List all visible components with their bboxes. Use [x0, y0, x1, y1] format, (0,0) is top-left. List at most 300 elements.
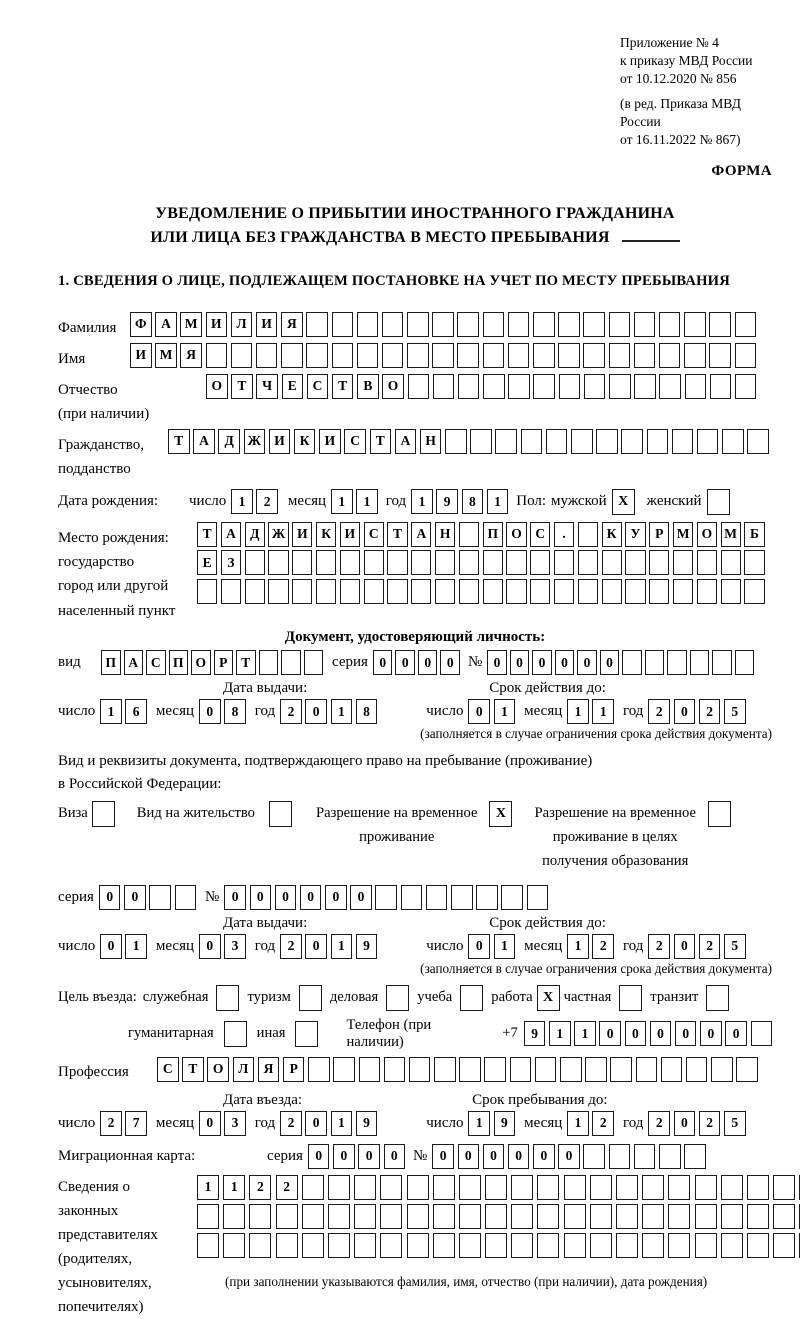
char-box[interactable]: У: [625, 522, 645, 547]
char-box[interactable]: [621, 429, 643, 454]
char-box[interactable]: [554, 579, 574, 604]
char-box[interactable]: 1: [331, 699, 353, 724]
char-box[interactable]: [292, 579, 312, 604]
char-box[interactable]: 3: [224, 934, 246, 959]
char-box[interactable]: [458, 374, 480, 399]
char-box[interactable]: [564, 1204, 586, 1229]
char-box[interactable]: 2: [699, 699, 721, 724]
char-box[interactable]: [721, 1175, 743, 1200]
char-box[interactable]: 0: [555, 650, 575, 675]
char-box[interactable]: О: [506, 522, 526, 547]
char-box[interactable]: 0: [432, 1144, 454, 1169]
char-box[interactable]: [357, 343, 379, 368]
char-box[interactable]: [602, 550, 622, 575]
char-box[interactable]: [256, 343, 278, 368]
char-box[interactable]: З: [221, 550, 241, 575]
char-box[interactable]: [659, 343, 681, 368]
char-box[interactable]: [354, 1204, 376, 1229]
char-box[interactable]: 1: [567, 1111, 589, 1136]
char-box[interactable]: 0: [199, 934, 221, 959]
char-box[interactable]: Я: [281, 312, 303, 337]
purpose-other-checkbox[interactable]: [295, 1021, 318, 1047]
char-box[interactable]: [511, 1233, 533, 1258]
char-box[interactable]: Р: [283, 1057, 305, 1082]
temp-permit-checkbox[interactable]: X: [489, 801, 512, 827]
char-box[interactable]: Д: [245, 522, 265, 547]
char-box[interactable]: [744, 579, 764, 604]
char-box[interactable]: М: [673, 522, 693, 547]
char-box[interactable]: [316, 550, 336, 575]
char-box[interactable]: [508, 312, 530, 337]
char-box[interactable]: М: [155, 343, 177, 368]
char-box[interactable]: [328, 1233, 350, 1258]
char-box[interactable]: [508, 343, 530, 368]
char-box[interactable]: 2: [276, 1175, 298, 1200]
char-box[interactable]: [483, 579, 503, 604]
char-box[interactable]: 0: [599, 1021, 621, 1046]
char-box[interactable]: 0: [440, 650, 460, 675]
char-box[interactable]: 9: [524, 1021, 546, 1046]
char-box[interactable]: [483, 550, 503, 575]
char-box[interactable]: 0: [358, 1144, 380, 1169]
char-box[interactable]: [533, 312, 555, 337]
char-box[interactable]: [432, 312, 454, 337]
char-box[interactable]: [585, 1057, 607, 1082]
char-box[interactable]: С: [307, 374, 329, 399]
char-box[interactable]: [485, 1233, 507, 1258]
char-box[interactable]: А: [155, 312, 177, 337]
char-box[interactable]: [578, 550, 598, 575]
char-box[interactable]: [459, 1233, 481, 1258]
char-box[interactable]: 0: [124, 885, 146, 910]
char-box[interactable]: [590, 1204, 612, 1229]
char-box[interactable]: Т: [370, 429, 392, 454]
char-box[interactable]: 0: [305, 1111, 327, 1136]
char-box[interactable]: [602, 579, 622, 604]
char-box[interactable]: 1: [411, 489, 433, 514]
char-box[interactable]: 0: [577, 650, 597, 675]
char-box[interactable]: 1: [487, 489, 509, 514]
char-box[interactable]: О: [191, 650, 211, 675]
char-box[interactable]: [647, 429, 669, 454]
char-box[interactable]: [245, 579, 265, 604]
char-box[interactable]: 0: [300, 885, 322, 910]
char-box[interactable]: [459, 1175, 481, 1200]
char-box[interactable]: П: [169, 650, 189, 675]
char-box[interactable]: [407, 1204, 429, 1229]
char-box[interactable]: А: [124, 650, 144, 675]
char-box[interactable]: [537, 1175, 559, 1200]
char-box[interactable]: [695, 1175, 717, 1200]
char-box[interactable]: .: [554, 522, 574, 547]
char-box[interactable]: [711, 1057, 733, 1082]
char-box[interactable]: [306, 312, 328, 337]
char-box[interactable]: [380, 1204, 402, 1229]
char-box[interactable]: [359, 1057, 381, 1082]
char-box[interactable]: И: [340, 522, 360, 547]
char-box[interactable]: [564, 1233, 586, 1258]
char-box[interactable]: [609, 1144, 631, 1169]
char-box[interactable]: [281, 650, 301, 675]
char-box[interactable]: С: [364, 522, 384, 547]
char-box[interactable]: [484, 1057, 506, 1082]
char-box[interactable]: 0: [250, 885, 272, 910]
char-box[interactable]: Л: [231, 312, 253, 337]
char-box[interactable]: [459, 522, 479, 547]
char-box[interactable]: [560, 1057, 582, 1082]
char-box[interactable]: 2: [100, 1111, 122, 1136]
char-box[interactable]: 0: [650, 1021, 672, 1046]
char-box[interactable]: 0: [384, 1144, 406, 1169]
char-box[interactable]: [747, 1204, 769, 1229]
char-box[interactable]: 9: [356, 934, 378, 959]
char-box[interactable]: 0: [510, 650, 530, 675]
char-box[interactable]: [328, 1175, 350, 1200]
char-box[interactable]: Ж: [244, 429, 266, 454]
char-box[interactable]: [609, 343, 631, 368]
char-box[interactable]: [636, 1057, 658, 1082]
char-box[interactable]: О: [382, 374, 404, 399]
char-box[interactable]: 9: [356, 1111, 378, 1136]
char-box[interactable]: О: [697, 522, 717, 547]
char-box[interactable]: [354, 1175, 376, 1200]
char-box[interactable]: 1: [331, 489, 353, 514]
char-box[interactable]: [268, 579, 288, 604]
char-box[interactable]: В: [357, 374, 379, 399]
char-box[interactable]: [206, 343, 228, 368]
char-box[interactable]: [332, 312, 354, 337]
char-box[interactable]: 2: [648, 934, 670, 959]
char-box[interactable]: К: [602, 522, 622, 547]
char-box[interactable]: 1: [223, 1175, 245, 1200]
char-box[interactable]: [709, 343, 731, 368]
char-box[interactable]: [357, 312, 379, 337]
purpose-transit-checkbox[interactable]: [706, 985, 729, 1011]
char-box[interactable]: Т: [332, 374, 354, 399]
char-box[interactable]: [354, 1233, 376, 1258]
char-box[interactable]: Н: [420, 429, 442, 454]
char-box[interactable]: [451, 885, 473, 910]
purpose-work-checkbox[interactable]: X: [537, 985, 560, 1011]
char-box[interactable]: [411, 550, 431, 575]
purpose-humanitarian-checkbox[interactable]: [224, 1021, 247, 1047]
char-box[interactable]: Л: [233, 1057, 255, 1082]
char-box[interactable]: [668, 1175, 690, 1200]
char-box[interactable]: К: [316, 522, 336, 547]
char-box[interactable]: [590, 1175, 612, 1200]
char-box[interactable]: [304, 650, 324, 675]
char-box[interactable]: [668, 1233, 690, 1258]
char-box[interactable]: [744, 550, 764, 575]
char-box[interactable]: С: [344, 429, 366, 454]
char-box[interactable]: 2: [249, 1175, 271, 1200]
char-box[interactable]: 1: [356, 489, 378, 514]
char-box[interactable]: Т: [231, 374, 253, 399]
char-box[interactable]: [149, 885, 171, 910]
char-box[interactable]: Н: [435, 522, 455, 547]
char-box[interactable]: [537, 1233, 559, 1258]
char-box[interactable]: [276, 1233, 298, 1258]
char-box[interactable]: [634, 374, 656, 399]
char-box[interactable]: 0: [625, 1021, 647, 1046]
char-box[interactable]: Т: [182, 1057, 204, 1082]
char-box[interactable]: [668, 1204, 690, 1229]
char-box[interactable]: [695, 1204, 717, 1229]
char-box[interactable]: [558, 343, 580, 368]
char-box[interactable]: 2: [699, 1111, 721, 1136]
char-box[interactable]: 0: [674, 934, 696, 959]
char-box[interactable]: Е: [282, 374, 304, 399]
char-box[interactable]: [435, 550, 455, 575]
char-box[interactable]: [231, 343, 253, 368]
char-box[interactable]: [434, 1057, 456, 1082]
char-box[interactable]: 0: [725, 1021, 747, 1046]
char-box[interactable]: 0: [350, 885, 372, 910]
char-box[interactable]: [712, 650, 732, 675]
char-box[interactable]: 0: [533, 1144, 555, 1169]
char-box[interactable]: М: [180, 312, 202, 337]
char-box[interactable]: [380, 1233, 402, 1258]
char-box[interactable]: [197, 1233, 219, 1258]
char-box[interactable]: [407, 1175, 429, 1200]
char-box[interactable]: А: [193, 429, 215, 454]
char-box[interactable]: 1: [574, 1021, 596, 1046]
char-box[interactable]: [661, 1057, 683, 1082]
char-box[interactable]: [578, 522, 598, 547]
char-box[interactable]: [659, 312, 681, 337]
char-box[interactable]: [435, 579, 455, 604]
char-box[interactable]: [649, 550, 669, 575]
char-box[interactable]: 9: [436, 489, 458, 514]
char-box[interactable]: 0: [325, 885, 347, 910]
char-box[interactable]: [245, 550, 265, 575]
char-box[interactable]: [302, 1233, 324, 1258]
char-box[interactable]: [508, 374, 530, 399]
char-box[interactable]: Я: [258, 1057, 280, 1082]
char-box[interactable]: [747, 1233, 769, 1258]
char-box[interactable]: [459, 550, 479, 575]
char-box[interactable]: С: [530, 522, 550, 547]
char-box[interactable]: 0: [275, 885, 297, 910]
char-box[interactable]: 0: [199, 1111, 221, 1136]
char-box[interactable]: [485, 1175, 507, 1200]
char-box[interactable]: И: [130, 343, 152, 368]
char-box[interactable]: [690, 650, 710, 675]
char-box[interactable]: [459, 579, 479, 604]
char-box[interactable]: [483, 312, 505, 337]
char-box[interactable]: [625, 550, 645, 575]
char-box[interactable]: [616, 1175, 638, 1200]
char-box[interactable]: [382, 312, 404, 337]
char-box[interactable]: [697, 550, 717, 575]
char-box[interactable]: Б: [744, 522, 764, 547]
char-box[interactable]: Ч: [256, 374, 278, 399]
purpose-official-checkbox[interactable]: [216, 985, 239, 1011]
purpose-tourism-checkbox[interactable]: [299, 985, 322, 1011]
char-box[interactable]: [736, 1057, 758, 1082]
char-box[interactable]: 6: [125, 699, 147, 724]
char-box[interactable]: Ф: [130, 312, 152, 337]
char-box[interactable]: [616, 1204, 638, 1229]
char-box[interactable]: [583, 312, 605, 337]
char-box[interactable]: [495, 429, 517, 454]
char-box[interactable]: 0: [418, 650, 438, 675]
char-box[interactable]: [364, 579, 384, 604]
char-box[interactable]: [622, 650, 642, 675]
char-box[interactable]: [364, 550, 384, 575]
char-box[interactable]: Я: [180, 343, 202, 368]
char-box[interactable]: [506, 550, 526, 575]
char-box[interactable]: [527, 885, 549, 910]
char-box[interactable]: [535, 1057, 557, 1082]
char-box[interactable]: [375, 885, 397, 910]
char-box[interactable]: Д: [218, 429, 240, 454]
char-box[interactable]: [642, 1204, 664, 1229]
char-box[interactable]: Ж: [268, 522, 288, 547]
char-box[interactable]: [384, 1057, 406, 1082]
char-box[interactable]: [695, 1233, 717, 1258]
char-box[interactable]: 2: [592, 934, 614, 959]
char-box[interactable]: [408, 374, 430, 399]
char-box[interactable]: 8: [356, 699, 378, 724]
char-box[interactable]: [380, 1175, 402, 1200]
char-box[interactable]: 0: [532, 650, 552, 675]
char-box[interactable]: [407, 312, 429, 337]
char-box[interactable]: [685, 374, 707, 399]
char-box[interactable]: М: [721, 522, 741, 547]
char-box[interactable]: 0: [600, 650, 620, 675]
char-box[interactable]: [751, 1021, 773, 1046]
char-box[interactable]: [721, 579, 741, 604]
char-box[interactable]: [223, 1233, 245, 1258]
char-box[interactable]: 0: [700, 1021, 722, 1046]
char-box[interactable]: [459, 1057, 481, 1082]
char-box[interactable]: [407, 1233, 429, 1258]
sex-female-checkbox[interactable]: [707, 489, 730, 515]
char-box[interactable]: 0: [468, 699, 490, 724]
char-box[interactable]: [306, 343, 328, 368]
char-box[interactable]: [432, 343, 454, 368]
char-box[interactable]: [530, 550, 550, 575]
char-box[interactable]: [735, 650, 755, 675]
char-box[interactable]: 0: [395, 650, 415, 675]
char-box[interactable]: 8: [462, 489, 484, 514]
char-box[interactable]: [645, 650, 665, 675]
char-box[interactable]: [721, 550, 741, 575]
char-box[interactable]: [642, 1233, 664, 1258]
char-box[interactable]: [596, 429, 618, 454]
char-box[interactable]: 5: [724, 934, 746, 959]
edu-permit-checkbox[interactable]: [708, 801, 731, 827]
char-box[interactable]: 2: [699, 934, 721, 959]
char-box[interactable]: [485, 1204, 507, 1229]
char-box[interactable]: [773, 1233, 795, 1258]
char-box[interactable]: [684, 1144, 706, 1169]
char-box[interactable]: [721, 1204, 743, 1229]
char-box[interactable]: Т: [197, 522, 217, 547]
char-box[interactable]: [401, 885, 423, 910]
char-box[interactable]: 0: [674, 1111, 696, 1136]
char-box[interactable]: 3: [224, 1111, 246, 1136]
char-box[interactable]: 1: [197, 1175, 219, 1200]
char-box[interactable]: 5: [724, 1111, 746, 1136]
char-box[interactable]: И: [256, 312, 278, 337]
char-box[interactable]: [411, 579, 431, 604]
char-box[interactable]: [470, 429, 492, 454]
char-box[interactable]: [483, 343, 505, 368]
char-box[interactable]: Т: [387, 522, 407, 547]
char-box[interactable]: С: [157, 1057, 179, 1082]
char-box[interactable]: [249, 1233, 271, 1258]
char-box[interactable]: [667, 650, 687, 675]
char-box[interactable]: [281, 343, 303, 368]
char-box[interactable]: [673, 579, 693, 604]
char-box[interactable]: [511, 1175, 533, 1200]
char-box[interactable]: [684, 312, 706, 337]
char-box[interactable]: И: [206, 312, 228, 337]
char-box[interactable]: [559, 374, 581, 399]
char-box[interactable]: [533, 374, 555, 399]
char-box[interactable]: [332, 343, 354, 368]
char-box[interactable]: 0: [99, 885, 121, 910]
char-box[interactable]: 0: [199, 699, 221, 724]
char-box[interactable]: [340, 550, 360, 575]
char-box[interactable]: [433, 1175, 455, 1200]
char-box[interactable]: [684, 343, 706, 368]
char-box[interactable]: 0: [558, 1144, 580, 1169]
char-box[interactable]: 1: [567, 699, 589, 724]
char-box[interactable]: [409, 1057, 431, 1082]
char-box[interactable]: 0: [487, 650, 507, 675]
char-box[interactable]: 1: [494, 699, 516, 724]
char-box[interactable]: Т: [168, 429, 190, 454]
char-box[interactable]: Е: [197, 550, 217, 575]
char-box[interactable]: [175, 885, 197, 910]
char-box[interactable]: [722, 429, 744, 454]
char-box[interactable]: И: [319, 429, 341, 454]
char-box[interactable]: [546, 429, 568, 454]
char-box[interactable]: 1: [592, 699, 614, 724]
char-box[interactable]: [773, 1175, 795, 1200]
char-box[interactable]: И: [269, 429, 291, 454]
char-box[interactable]: [302, 1175, 324, 1200]
char-box[interactable]: [510, 1057, 532, 1082]
char-box[interactable]: 0: [305, 934, 327, 959]
char-box[interactable]: [590, 1233, 612, 1258]
char-box[interactable]: 2: [280, 1111, 302, 1136]
char-box[interactable]: 0: [508, 1144, 530, 1169]
char-box[interactable]: 1: [125, 934, 147, 959]
char-box[interactable]: [476, 885, 498, 910]
char-box[interactable]: [609, 312, 631, 337]
char-box[interactable]: [710, 374, 732, 399]
char-box[interactable]: 8: [224, 699, 246, 724]
char-box[interactable]: [610, 1057, 632, 1082]
char-box[interactable]: [747, 429, 769, 454]
char-box[interactable]: [433, 374, 455, 399]
char-box[interactable]: [735, 312, 757, 337]
char-box[interactable]: 2: [648, 1111, 670, 1136]
char-box[interactable]: [387, 550, 407, 575]
char-box[interactable]: 0: [674, 699, 696, 724]
char-box[interactable]: [333, 1057, 355, 1082]
char-box[interactable]: А: [221, 522, 241, 547]
char-box[interactable]: [554, 550, 574, 575]
char-box[interactable]: 0: [483, 1144, 505, 1169]
sex-male-checkbox[interactable]: X: [612, 489, 635, 515]
char-box[interactable]: К: [294, 429, 316, 454]
purpose-business-checkbox[interactable]: [386, 985, 409, 1011]
